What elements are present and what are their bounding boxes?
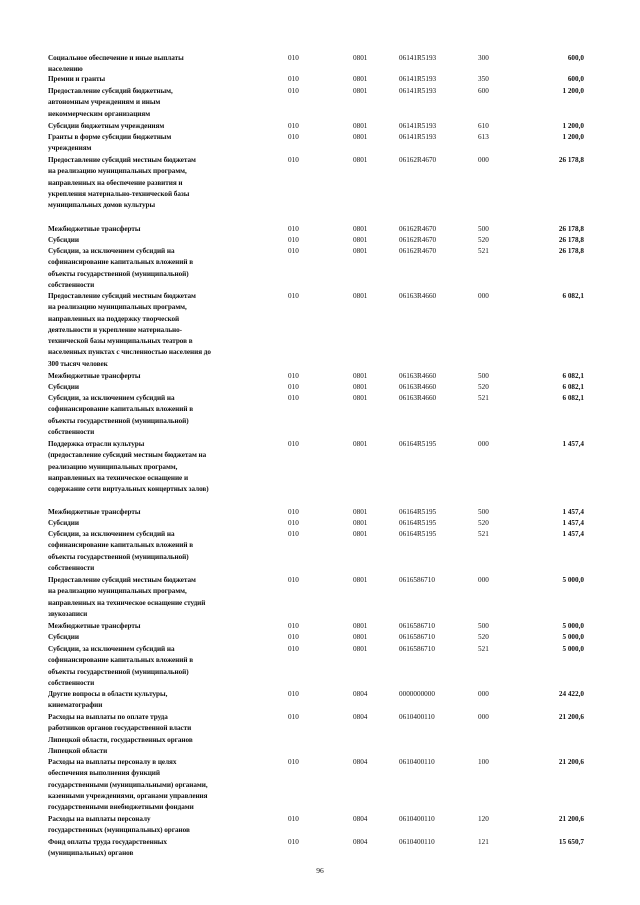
ministry-code: 010 [288,815,299,823]
amount-value: 26 178,8 [558,236,584,244]
row-description: Расходы на выплаты персоналу в целях обеспечения выполнения функций государственными (муниципальными) органами, казенными учреждениями, органами управления государственными внебюджетными фондами [48,758,208,812]
target-article-code: 06164R5195 [399,530,437,538]
section-code: 0801 [353,440,368,448]
expense-type-code: 000 [478,156,489,164]
ministry-code: 010 [288,122,299,130]
target-article-code: 0616586710 [399,576,435,584]
row-description: Предоставление субсидий бюджетным, автономным учреждениям и иным некоммерческим организациям [48,87,173,118]
amount-value: 1 200,0 [562,122,584,130]
target-article-code: 06141R5193 [399,75,437,83]
section-code: 0804 [353,815,368,823]
section-code: 0801 [353,372,368,380]
amount-value: 6 082,1 [562,383,584,391]
section-code: 0801 [353,54,368,62]
ministry-code: 010 [288,394,299,402]
section-code: 0801 [353,75,368,83]
row-description: Социальное обеспечение и иные выплаты населению [48,54,184,74]
row-description: Другие вопросы в области культуры, кинематографии [48,690,168,710]
target-article-code: 06162R4670 [399,156,437,164]
section-code: 0801 [353,519,368,527]
amount-value: 26 178,8 [558,225,584,233]
ministry-code: 010 [288,576,299,584]
target-article-code: 0616586710 [399,622,435,630]
target-article-code: 06141R5193 [399,133,437,141]
amount-value: 5 000,0 [562,576,584,584]
expense-type-code: 520 [478,633,489,641]
target-article-code: 06164R5195 [399,519,437,527]
section-code: 0801 [353,133,368,141]
expense-type-code: 613 [478,133,489,141]
expense-type-code: 500 [478,372,489,380]
section-code: 0801 [353,508,368,516]
target-article-code: 0610400110 [399,713,435,721]
ministry-code: 010 [288,75,299,83]
ministry-code: 010 [288,645,299,653]
expense-type-code: 520 [478,236,489,244]
amount-value: 5 000,0 [562,645,584,653]
expense-type-code: 000 [478,440,489,448]
expense-type-code: 600 [478,87,489,95]
expense-type-code: 000 [478,576,489,584]
expense-type-code: 500 [478,622,489,630]
target-article-code: 06163R4660 [399,372,437,380]
amount-value: 24 422,0 [558,690,584,698]
section-code: 0801 [353,394,368,402]
row-description: Субсидии [48,633,79,641]
target-article-code: 0000000000 [399,690,435,698]
ministry-code: 010 [288,758,299,766]
ministry-code: 010 [288,87,299,95]
target-article-code: 0610400110 [399,758,435,766]
target-article-code: 0610400110 [399,815,435,823]
ministry-code: 010 [288,508,299,516]
page-number: 96 [316,866,324,875]
target-article-code: 06163R4660 [399,394,437,402]
ministry-code: 010 [288,292,299,300]
section-code: 0801 [353,236,368,244]
section-code: 0801 [353,633,368,641]
expense-type-code: 610 [478,122,489,130]
ministry-code: 010 [288,54,299,62]
section-code: 0801 [353,576,368,584]
ministry-code: 010 [288,530,299,538]
ministry-code: 010 [288,247,299,255]
ministry-code: 010 [288,156,299,164]
section-code: 0801 [353,292,368,300]
target-article-code: 06164R5195 [399,508,437,516]
target-article-code: 06163R4660 [399,383,437,391]
amount-value: 1 457,4 [562,440,584,448]
ministry-code: 010 [288,690,299,698]
row-description: Фонд оплаты труда государственных (муниципальных) органов [48,838,167,858]
expense-type-code: 120 [478,815,489,823]
section-code: 0801 [353,645,368,653]
amount-value: 6 082,1 [562,394,584,402]
row-description: Субсидии, за исключением субсидий на софинансирование капитальных вложений в объекты государственной (муниципальной) собственности [48,645,194,687]
ministry-code: 010 [288,519,299,527]
row-description: Предоставление субсидий местным бюджетам на реализацию муниципальных программ, направленных на поддержку творческой деятельности и укрепление материально- технической базы муниципальных театров в населенных пунктах с численностью населения до 300 тысяч человек [48,292,211,368]
expense-type-code: 121 [478,838,489,846]
section-code: 0801 [353,225,368,233]
ministry-code: 010 [288,236,299,244]
expense-type-code: 521 [478,394,489,402]
target-article-code: 06141R5193 [399,122,437,130]
expense-type-code: 000 [478,690,489,698]
amount-value: 21 200,6 [558,815,584,823]
target-article-code: 0610400110 [399,838,435,846]
target-article-code: 06162R4670 [399,225,437,233]
row-description: Субсидии [48,519,79,527]
expense-type-code: 500 [478,225,489,233]
amount-value: 1 457,4 [562,530,584,538]
row-description: Субсидии, за исключением субсидий на софинансирование капитальных вложений в объекты государственной (муниципальной) собственности [48,247,194,289]
row-description: Межбюджетные трансферты [48,508,141,516]
row-description: Субсидии [48,383,79,391]
row-description: Субсидии, за исключением субсидий на софинансирование капитальных вложений в объекты государственной (муниципальной) собственности [48,394,194,436]
row-description: Межбюджетные трансферты [48,225,141,233]
section-code: 0801 [353,122,368,130]
expense-type-code: 521 [478,645,489,653]
row-description: Расходы на выплаты персоналу государственных (муниципальных) органов [48,815,190,835]
expense-type-code: 000 [478,713,489,721]
amount-value: 5 000,0 [562,633,584,641]
section-code: 0801 [353,530,368,538]
row-description: Гранты в форме субсидии бюджетным учреждениям [48,133,172,153]
ministry-code: 010 [288,133,299,141]
ministry-code: 010 [288,838,299,846]
row-description: Межбюджетные трансферты [48,372,141,380]
target-article-code: 06162R4670 [399,247,437,255]
row-description: Субсидии, за исключением субсидий на софинансирование капитальных вложений в объекты государственной (муниципальной) собственности [48,530,194,572]
expense-type-code: 350 [478,75,489,83]
expense-type-code: 500 [478,508,489,516]
row-description: Предоставление субсидий местным бюджетам на реализацию муниципальных программ, направленных на обеспечение развития и укрепления материально-технической базы муниципальных домов культуры [48,156,196,210]
amount-value: 1 200,0 [562,133,584,141]
expense-type-code: 100 [478,758,489,766]
amount-value: 1 200,0 [562,87,584,95]
target-article-code: 06163R4660 [399,292,437,300]
amount-value: 26 178,8 [558,247,584,255]
target-article-code: 06164R5195 [399,440,437,448]
amount-value: 1 457,4 [562,519,584,527]
expense-type-code: 000 [478,292,489,300]
amount-value: 1 457,4 [562,508,584,516]
row-description: Расходы на выплаты по оплате труда работников органов государственной власти Липецкой области, государственных органов Липецкой области [48,713,193,755]
row-description: Субсидии бюджетным учреждениям [48,122,165,130]
section-code: 0801 [353,622,368,630]
ministry-code: 010 [288,372,299,380]
section-code: 0801 [353,247,368,255]
row-description: Поддержка отрасли культуры (предоставление субсидий местным бюджетам на реализацию муниципальных программ, направленных на техническое оснащение и содержание сети виртуальных концертных залов) [48,440,209,494]
amount-value: 26 178,8 [558,156,584,164]
ministry-code: 010 [288,622,299,630]
expense-type-code: 521 [478,247,489,255]
amount-value: 15 650,7 [558,838,584,846]
ministry-code: 010 [288,440,299,448]
target-article-code: 06162R4670 [399,236,437,244]
amount-value: 21 200,6 [558,713,584,721]
target-article-code: 06141R5193 [399,87,437,95]
expense-type-code: 520 [478,519,489,527]
amount-value: 600,0 [567,75,584,83]
expense-type-code: 521 [478,530,489,538]
target-article-code: 06141R5193 [399,54,437,62]
row-description: Межбюджетные трансферты [48,622,141,630]
ministry-code: 010 [288,633,299,641]
expense-type-code: 300 [478,54,489,62]
amount-value: 21 200,6 [558,758,584,766]
section-code: 0801 [353,87,368,95]
amount-value: 6 082,1 [562,372,584,380]
section-code: 0801 [353,156,368,164]
expense-type-code: 520 [478,383,489,391]
section-code: 0801 [353,383,368,391]
ministry-code: 010 [288,713,299,721]
target-article-code: 0616586710 [399,645,435,653]
ministry-code: 010 [288,225,299,233]
amount-value: 6 082,1 [562,292,584,300]
row-description: Премии и гранты [48,75,106,83]
row-description: Предоставление субсидий местным бюджетам на реализацию муниципальных программ, направленных на техническое оснащение студий звукозаписи [48,576,206,618]
section-code: 0804 [353,713,368,721]
ministry-code: 010 [288,383,299,391]
amount-value: 600,0 [567,54,584,62]
section-code: 0804 [353,758,368,766]
section-code: 0804 [353,838,368,846]
target-article-code: 0616586710 [399,633,435,641]
section-code: 0804 [353,690,368,698]
row-description: Субсидии [48,236,79,244]
amount-value: 5 000,0 [562,622,584,630]
